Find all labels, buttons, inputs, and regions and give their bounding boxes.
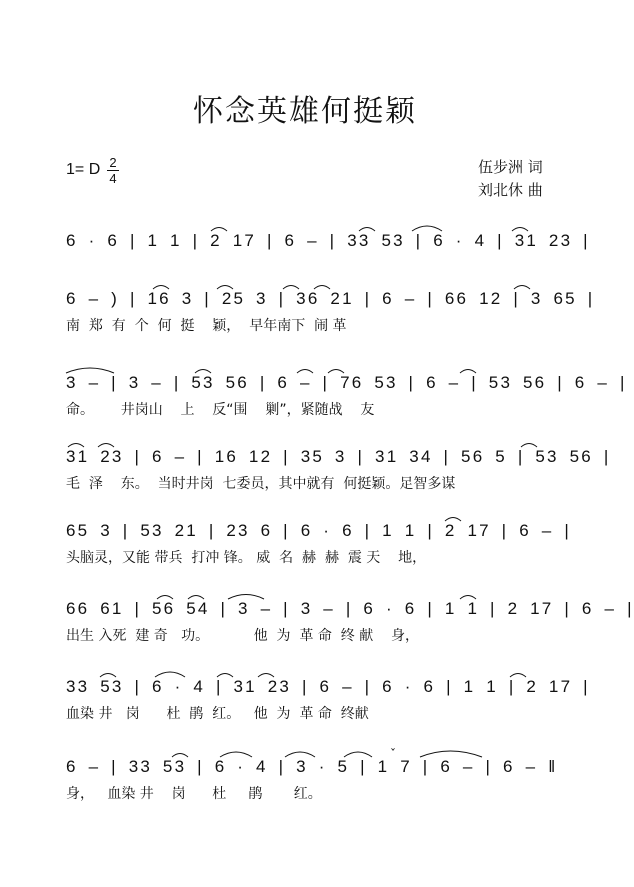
- time-signature: [107, 156, 119, 185]
- lyric-line: 南 郑 有 个 何 挺 颖， 早年南下 闹 革: [66, 318, 347, 334]
- key-signature: 1= D: [66, 161, 101, 178]
- lyric-line: 命。 井岗山 上 反“围 剿”，紧随战 友: [66, 402, 375, 418]
- meter-bottom: 4: [109, 171, 117, 186]
- lyric-line: 出生 入死 建 奇 功。 他 为 革 命 终 献 身，: [66, 628, 420, 644]
- lyric-line: 血染 井 岗 杜 鹃 红。 他 为 革 命 终献: [66, 706, 369, 722]
- notation-line: 3 – | 3 – | 53 56 | 6 – | 76 53 | 6 – | 53 56 | 6 – |: [66, 373, 627, 392]
- notation-line: 6 · 6 | 1 1 | 2 17 | 6 – | 33 53 | 6 · 4 | 31 23 |: [66, 231, 590, 250]
- lyric-line: 身， 血染 井 岗 杜 鹃 红。: [66, 786, 322, 802]
- notation-line: 6 – | 33 53 | 6 · 4 | 3 · 5 | 1 7 | 6 – | 6 – ‖: [66, 757, 558, 776]
- notation-line: 66 61 | 56 54 | 3 – | 3 – | 6 · 6 | 1 1 | 2 17 | 6 – |: [66, 599, 634, 618]
- composer-credit: 刘北休 曲: [478, 181, 543, 199]
- notation-line: 31 23 | 6 – | 16 12 | 35 3 | 31 34 | 56 5 | 53 56 |: [66, 447, 611, 466]
- meter-top: 2: [109, 155, 117, 170]
- lyric-line: 毛 泽 东。 当时井岗 七委员，其中就有 何挺颖。足智多谋: [66, 476, 456, 492]
- lyricist-credit: 伍步洲 词: [478, 158, 543, 176]
- song-title: 怀念英雄何挺颖: [193, 94, 417, 129]
- lyric-line: 头脑灵，又能 带兵 打冲 锋。 威 名 赫 赫 震 天 地，: [66, 550, 427, 566]
- notation-line: 33 53 | 6 · 4 | 31 23 | 6 – | 6 · 6 | 1 1 | 2 17 |: [66, 677, 590, 696]
- notation-line: 65 3 | 53 21 | 23 6 | 6 · 6 | 1 1 | 2 17 | 6 – |: [66, 521, 571, 540]
- svg-text:ˇ: ˇ: [390, 747, 396, 761]
- notation-line: 6 – ) | 16 3 | 25 3 | 36 21 | 6 – | 66 12 | 3 65 |: [66, 289, 595, 308]
